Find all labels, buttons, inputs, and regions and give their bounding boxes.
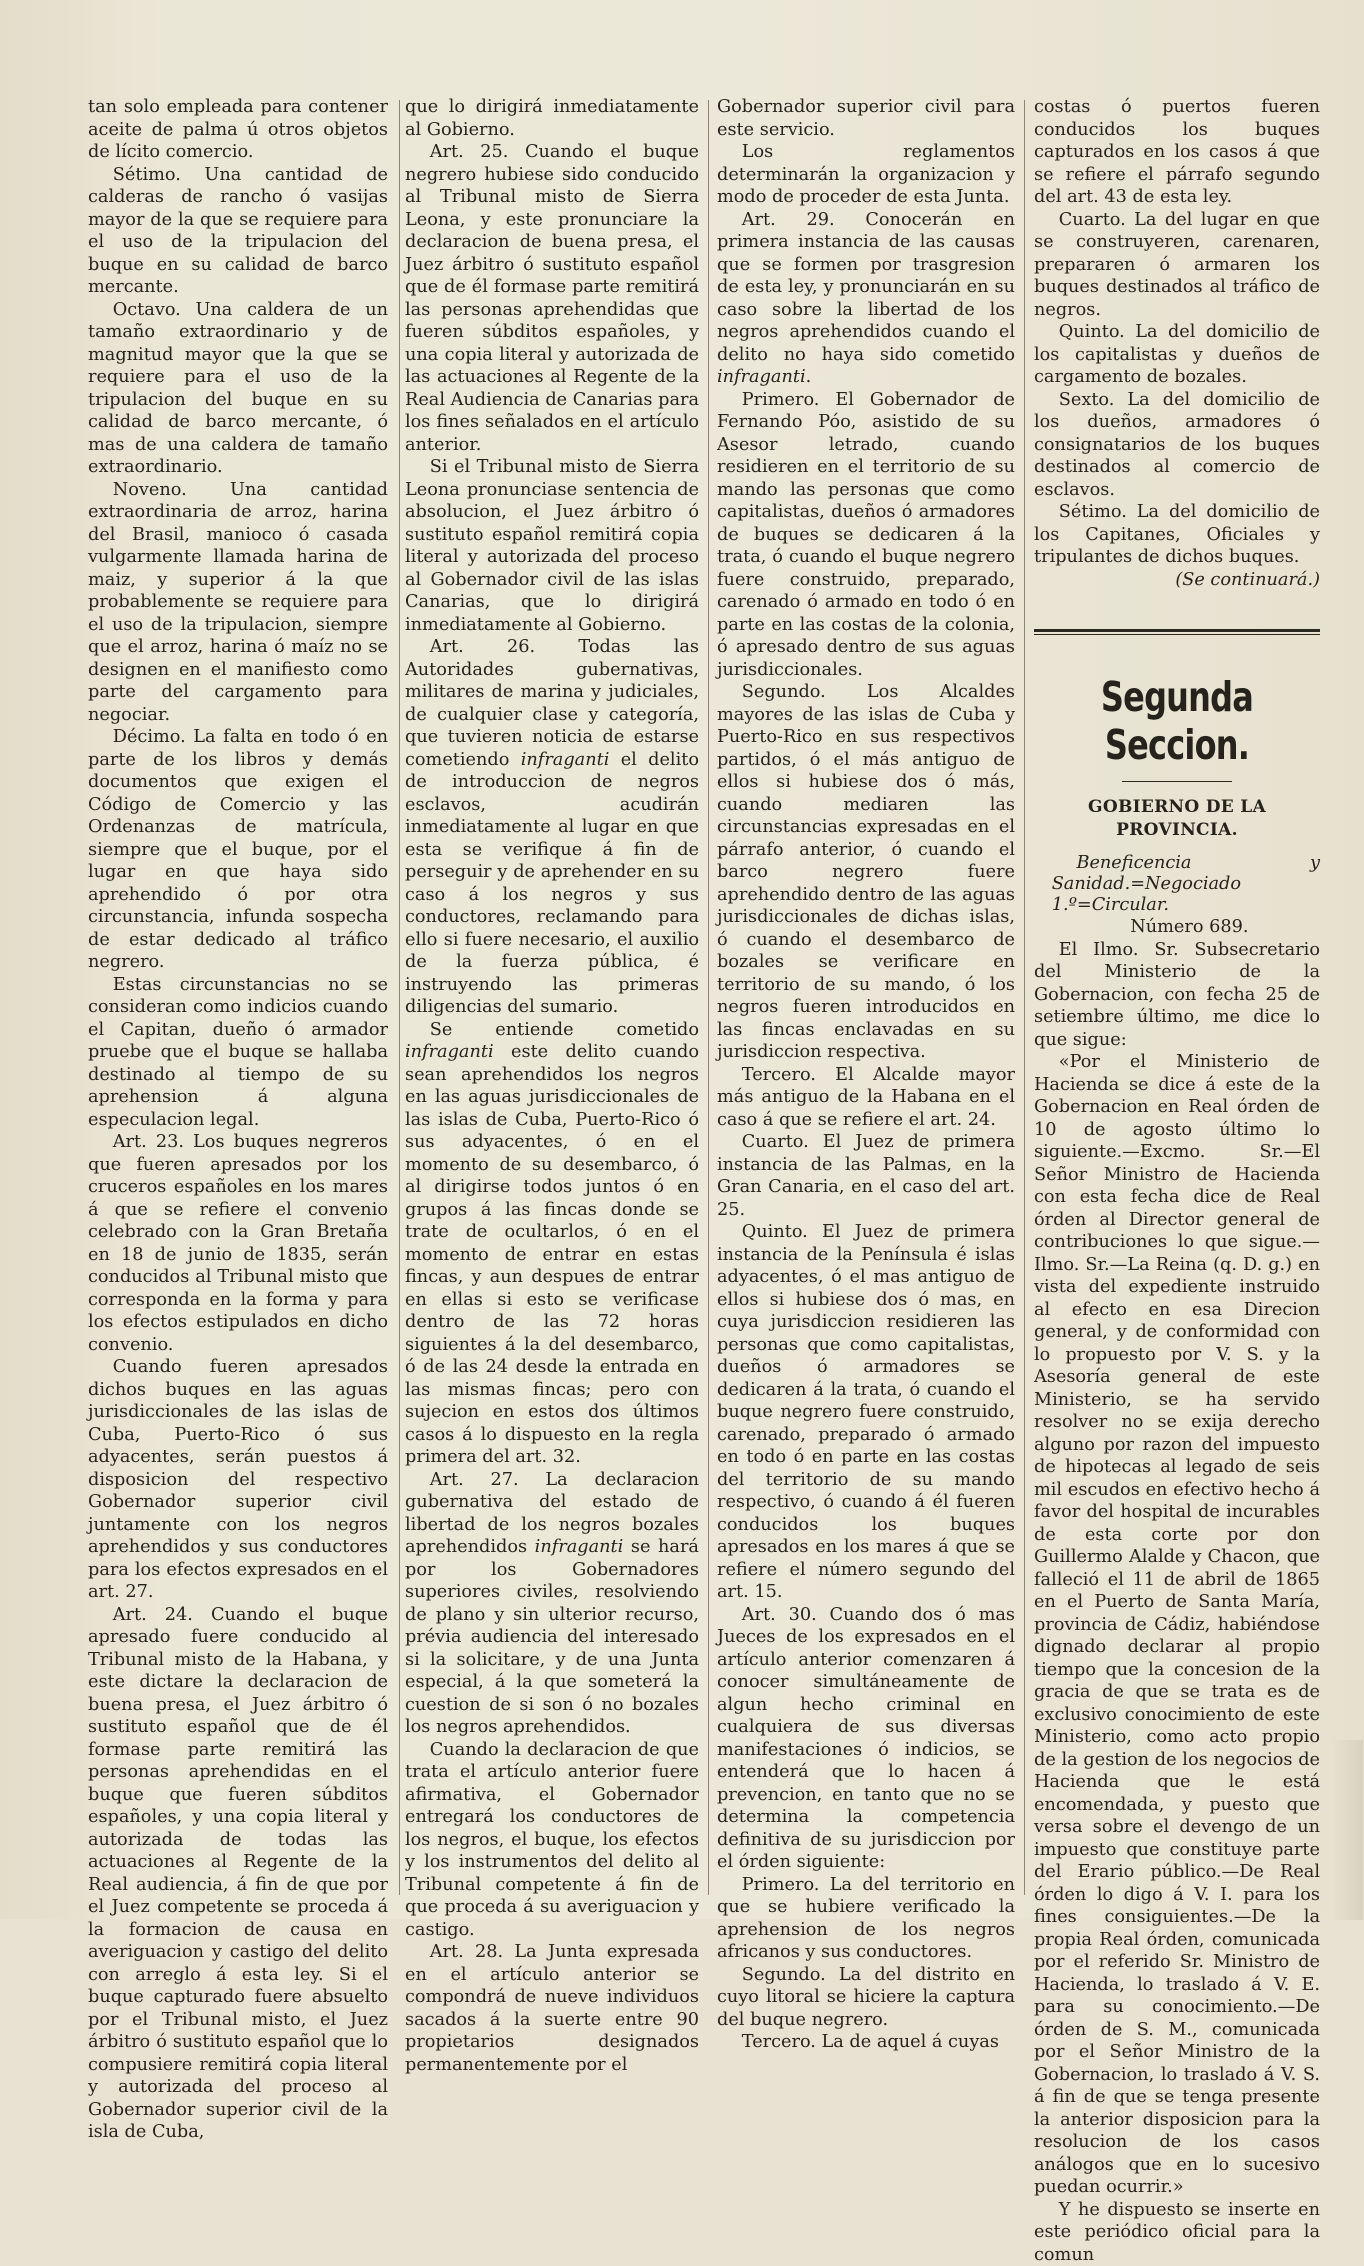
paragraph: Sétimo. Una cantidad de calderas de rancho ó vasijas mayor de la que se requiere para el uso de la tripulacion del buque en su calidad de barco mercante. bbox=[88, 164, 388, 299]
title-underline bbox=[1122, 781, 1232, 782]
paragraph: Noveno. Una cantidad extraordinaria de arroz, harina del Brasil, manioco ó casada vulgarmente llamada harina de maiz, y superior á la que probablemente se requiere para el uso de la tripulacion, siempre que el arroz, harina ó maíz no se designen en el manifiesto como parte del cargamento para negociar. bbox=[88, 479, 388, 727]
column-rule bbox=[1024, 100, 1025, 1895]
column-1 bbox=[88, 96, 388, 1901]
column-2 bbox=[405, 96, 699, 1901]
paragraph: Quinto. El Juez de primera instancia de la Península é islas adyacentes, ó el mas antiguo de ellos si hubiese dos ó mas, en cuya jurisdiccion residieren las personas que como capitalistas, dueños ó armadores se dedicaren á la trata, ó cuando el buque negrero fuere construido, carenado, preparado ó armado en todo ó en parte en las costas del territorio de su mando respectivo, ó cuando á él fueren conducidos los buques apresados en los mares á que se refiere el número segundo del art. 15. bbox=[717, 1221, 1015, 1604]
article-26: Art. 26. Todas las Autoridades gubernativas, militares de marina y judiciales, de cualquier clase y categoría, que tuvieren noticia de estarse cometiendo infraganti el delito de introduccion de negros esclavos, acudirán inmediatamente al lugar en que esta se verifique á fin de perseguir y de aprehender en su caso á los negros y sus conductores, reclamando para ello si fuere necesario, el auxilio de la fuerza pública, é instruyendo las primeras diligencias del sumario. bbox=[405, 636, 699, 1019]
column-rule bbox=[708, 100, 709, 1895]
numero-label: Número 689. bbox=[1034, 916, 1320, 939]
paragraph: Segundo. La del distrito en cuyo litoral se hiciere la captura del buque negrero. bbox=[717, 1964, 1015, 2032]
paragraph: Décimo. La falta en todo ó en parte de los libros y demás documentos que exigen el Código de Comercio y las Ordenanzas de matrícula, siempre que el buque, por el lugar en que haya sido aprehendido ó por otra circunstancia, infunda sospecha de estar dedicado al tráfico negrero. bbox=[88, 726, 388, 974]
section-title: Segunda Seccion. bbox=[1065, 673, 1288, 769]
paragraph: Segundo. Los Alcaldes mayores de las islas de Cuba y Puerto-Rico en sus respectivos partidos, ó el más antiguo de ellos si hubiese dos ó más, cuando mediaren las circunstancias expresadas en el párrafo anterior, ó cuando el barco negrero fuere aprehendido dentro de las aguas jurisdiccionales de dichas islas, ó cuando el desembarco de bozales se verificare en territorio de su mando, ó los negros fueren introducidos en las fincas enclavadas en su jurisdiccion respectiva. bbox=[717, 681, 1015, 1064]
paragraph: Se entiende cometido infraganti este delito cuando sean aprehendidos los negros en las aguas jurisdiccionales de las islas de Cuba, Puerto-Rico ó sus adyacentes, ó en el momento de su desembarco, ó al dirigirse todos juntos ó en grupos á las fincas donde se trate de ocultarlos, ó en el momento de entrar en estas fincas, y aun despues de entrar en ellas si esto se verificase dentro de las 72 horas siguientes á la del desembarco, ó de las 24 desde la entrada en las mismas fincas; pero con sujecion en estos dos últimos casos á lo dispuesto en la regla primera del art. 32. bbox=[405, 1019, 699, 1469]
continuara-note: (Se continuará.) bbox=[1034, 569, 1320, 592]
paragraph: Cuando la declaracion de que trata el artículo anterior fuere afirmativa, el Gobernador entregará los conductores de los negros, el buque, los efectos y los instrumentos del delito al Tribunal competente á fin de que proceda á su averiguacion y castigo. bbox=[405, 1739, 699, 1942]
negociado-subhead: Beneficencia y Sanidad.=Negociado 1.º=Circular. bbox=[1034, 853, 1320, 916]
paragraph: Cuarto. El Juez de primera instancia de las Palmas, en la Gran Canaria, en el caso del art. 25. bbox=[717, 1131, 1015, 1221]
paragraph: tan solo empleada para contener aceite de palma ú otros objetos de lícito comercio. bbox=[88, 96, 388, 164]
article-25: Art. 25. Cuando el buque negrero hubiese sido conducido al Tribunal misto de Sierra Leona, y este pronunciare la declaracion de buena presa, el Juez árbitro ó sustituto español que de él formase parte remitirá las personas aprehendidas que fueren súbditos españoles, y una copia literal y autorizada de las actuaciones al Regente de la Real Audiencia de Canarias para los fines señalados en el artículo anterior. bbox=[405, 141, 699, 456]
paragraph: Y he dispuesto se inserte en este periódico oficial para la comun bbox=[1034, 2199, 1320, 2266]
article-27: Art. 27. La declaracion gubernativa del estado de libertad de los negros bozales aprehendidos infraganti se hará por los Gobernadores superiores civiles, resolviendo de plano y sin ulterior recurso, prévia audiencia del interesado si la solicitare, y de una Junta especial, á la que someterá la cuestion de si son ó no bozales los negros aprehendidos. bbox=[405, 1469, 699, 1739]
paragraph: que lo dirigirá inmediatamente al Gobierno. bbox=[405, 96, 699, 141]
paragraph: Cuarto. La del lugar en que se construyeren, carenaren, prepararen ó armaren los buques destinados al tráfico de negros. bbox=[1034, 209, 1320, 322]
article-28: Art. 28. La Junta expresada en el artículo anterior se compondrá de nueve individuos sacados á la suerte entre 90 propietarios designados permanentemente por el bbox=[405, 1941, 699, 2076]
paragraph: Sexto. La del domicilio de los dueños, armadores ó consignatarios de los buques destinados al comercio de esclavos. bbox=[1034, 389, 1320, 502]
paragraph: Primero. El Gobernador de Fernando Póo, asistido de su Asesor letrado, cuando residieren en el territorio de su mando las personas que como capitalistas, dueños ó armadores de buques se dedicaren á la trata, ó cuando el buque negrero fuere construido, preparado, carenado ó armado en todo ó en parte en las costas de la colonia, ó apresado dentro de sus aguas jurisdiccionales. bbox=[717, 389, 1015, 682]
italic-term: infraganti bbox=[405, 1042, 494, 1062]
paragraph: Estas circunstancias no se consideran como indicios cuando el Capitan, dueño ó armador pruebe que el buque se hallaba destinado al tiempo de su aprehension á alguna especulacion legal. bbox=[88, 974, 388, 1132]
section-divider bbox=[1034, 629, 1320, 635]
paragraph: Los reglamentos determinarán la organizacion y modo de proceder de esta Junta. bbox=[717, 141, 1015, 209]
paragraph: Tercero. El Alcalde mayor más antiguo de la Habana en el caso á que se refiere el art. 24. bbox=[717, 1064, 1015, 1132]
article-29: Art. 29. Conocerán en primera instancia de las causas que se formen por trasgresion de esta ley, y pronunciarán en su caso sobre la libertad de los negros aprehendidos cuando el delito no haya sido cometido infraganti. bbox=[717, 209, 1015, 389]
column-4 bbox=[1034, 96, 1320, 1901]
article-23: Art. 23. Los buques negreros que fueren apresados por los cruceros españoles en los mares á que se refiere el convenio celebrado con la Gran Bretaña en 18 de junio de 1835, serán conducidos al Tribunal misto que corresponda en la forma y para los efectos estipulados en dicho convenio. bbox=[88, 1131, 388, 1356]
column-rule bbox=[399, 100, 400, 1895]
column-3 bbox=[717, 96, 1015, 1901]
paragraph: Tercero. La de aquel á cuyas bbox=[717, 2031, 1015, 2054]
italic-term: infraganti bbox=[521, 750, 610, 770]
italic-term: infraganti bbox=[717, 367, 806, 387]
paragraph: Octavo. Una caldera de un tamaño extraordinario y de magnitud mayor que la que se requiere para el uso de la tripulacion del buque en su calidad de barco mercante, ó mas de una caldera de tamaño extraordinario. bbox=[88, 299, 388, 479]
article-30: Art. 30. Cuando dos ó mas Jueces de los expresados en el artículo anterior comenzaren á conocer simultáneamente de algun hecho criminal en cualquiera de sus diversas manifestaciones ó indicios, se entenderá que lo hacen á prevencion, en tanto que no se determina la competencia definitiva de su jurisdiccion por el órden siguiente: bbox=[717, 1604, 1015, 1874]
paragraph: «Por el Ministerio de Hacienda se dice á este de la Gobernacion en Real órden de 10 de agosto último lo siguiente.—Excmo. Sr.—El Señor Ministro de Hacienda con esta fecha dice de Real órden al Director general de contribuciones lo que sigue.—Ilmo. Sr.—La Reina (q. D. g.) en vista del expediente instruido al efecto en esa Direcion general, y de conformidad con lo propuesto por V. S. y la Asesoría general de este Ministerio, se ha servido resolver no se exija derecho alguno por razon del impuesto de hipotecas al legado de seis mil escudos en efectivo hecho á favor del hospital de incurables de esta corte por don Guillermo Alalde y Chacon, que falleció el 11 de abril de 1865 en el Puerto de Santa María, provincia de Cádiz, habiéndose dignado declarar al propio tiempo que la concesion de la gracia de que se trata es de exclusivo conocimiento de este Ministerio, como acto propio de la gestion de los negocios de Hacienda que le está encomendada, y puesto que versa sobre el devengo de un impuesto que constituye parte del Erario público.—De Real órden lo digo á V. I. para los fines consiguientes.—De la propia Real órden, comunicada por el referido Sr. Ministro de Hacienda, lo traslado á V. E. para su conocimiento.—De órden de S. M., comunicada por el Señor Ministro de la Gobernacion, lo traslado á V. S. á fin de que se tenga presente la anterior disposicion para la resolucion de los casos análogos que en lo sucesivo puedan ocurrir.» bbox=[1034, 1051, 1320, 2199]
paragraph: Quinto. La del domicilio de los capitalistas y dueños de cargamento de bozales. bbox=[1034, 321, 1320, 389]
paragraph: Gobernador superior civil para este servicio. bbox=[717, 96, 1015, 141]
paragraph: costas ó puertos fueren conducidos los buques capturados en los casos á que se refiere el párrafo segundo del art. 43 de esta ley. bbox=[1034, 96, 1320, 209]
paragraph: El Ilmo. Sr. Subsecretario del Ministerio de la Gobernacion, con fecha 25 de setiembre último, me dice lo que sigue: bbox=[1034, 939, 1320, 1052]
paragraph: Cuando fueren apresados dichos buques en las aguas jurisdiccionales de las islas de Cuba, Puerto-Rico ó sus adyacentes, serán puestos á disposicion del respectivo Gobernador superior civil juntamente con los negros aprehendidos y sus conductores para los efectos expresados en el art. 27. bbox=[88, 1356, 388, 1604]
paragraph: Sétimo. La del domicilio de los Capitanes, Oficiales y tripulantes de dichos buques. bbox=[1034, 501, 1320, 569]
page-edge-shadow bbox=[1333, 1740, 1363, 1920]
italic-term: infraganti bbox=[535, 1537, 624, 1557]
paragraph: Si el Tribunal misto de Sierra Leona pronunciase sentencia de absolucion, el Juez árbitro ó sustituto español remitirá copia literal y autorizada del proceso al Gobernador civil de las islas Canarias, que lo dirigirá inmediatamente al Gobierno. bbox=[405, 456, 699, 636]
article-24: Art. 24. Cuando el buque apresado fuere conducido al Tribunal misto de la Habana, y este dictare la declaracion de buena presa, el Juez árbitro ó sustituto español que de él formase parte remitirá las personas aprehendidas en el buque que fueren súbditos españoles, y una copia literal y autorizada de todas las actuaciones al Regente de la Real audiencia, á fin de que por el Juez competente se proceda á la formacion de causa en averiguacion y castigo del delito con arreglo á esta ley. Si el buque capturado fuere absuelto por el Tribunal misto, el Juez árbitro ó sustituto español que lo compusiere remitirá copia literal y autorizada del proceso al Gobernador superior civil de la isla de Cuba, bbox=[88, 1604, 388, 2144]
paragraph: Primero. La del territorio en que se hubiere verificado la aprehension de los negros africanos y sus conductores. bbox=[717, 1874, 1015, 1964]
gobierno-heading: GOBIERNO DE LA PROVINCIA. bbox=[1034, 796, 1320, 841]
